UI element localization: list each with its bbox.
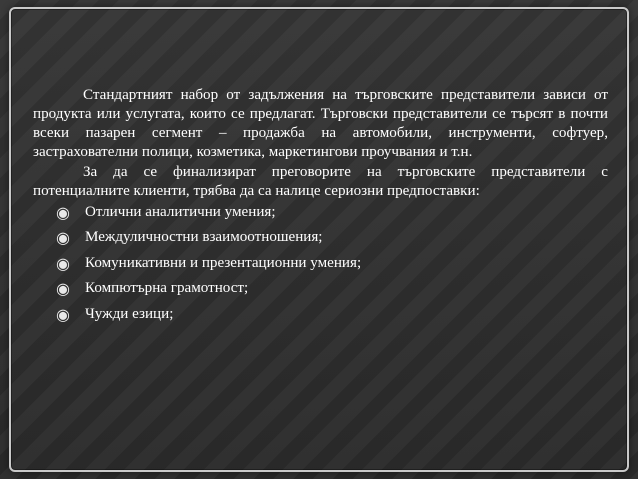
list-item-label: Чужди езици;	[85, 305, 174, 322]
slide-content	[33, 86, 608, 330]
list-item-computer-literacy	[33, 279, 608, 305]
skills-list	[33, 203, 608, 331]
list-item-label: Компютърна грамотност;	[85, 280, 249, 297]
list-item-foreign-languages	[33, 305, 608, 331]
list-item-interpersonal-relationships	[33, 228, 608, 254]
target-bullet-icon: ◉	[56, 279, 70, 299]
target-bullet-icon: ◉	[56, 202, 70, 222]
list-item-communication-skills	[33, 254, 608, 280]
list-item-label: Отлични аналитични умения;	[85, 203, 276, 220]
list-item-analytical-skills	[33, 203, 608, 229]
paragraph-responsibilities: Стандартният набор от задължения на търговските представители зависи от продукта или услугата, които се предлагат. Търговски представители се търсят в почти всеки пазарен сегмент – продажба на автомобили, инструменти, софтуер, застрахователни полици, козметика, маркетингови проучвания и т.н.	[33, 87, 608, 161]
paragraph-prerequisites: За да се финализират преговорите на търговските представители с потенциалните клиенти, трябва да са налице сериозни предпоставки:	[33, 163, 608, 199]
target-bullet-icon: ◉	[56, 253, 70, 273]
target-bullet-icon: ◉	[56, 304, 70, 324]
list-item-label: Комуникативни и презентационни умения;	[85, 254, 362, 271]
list-item-label: Междуличностни взаимоотношения;	[85, 229, 323, 246]
target-bullet-icon: ◉	[56, 228, 70, 248]
